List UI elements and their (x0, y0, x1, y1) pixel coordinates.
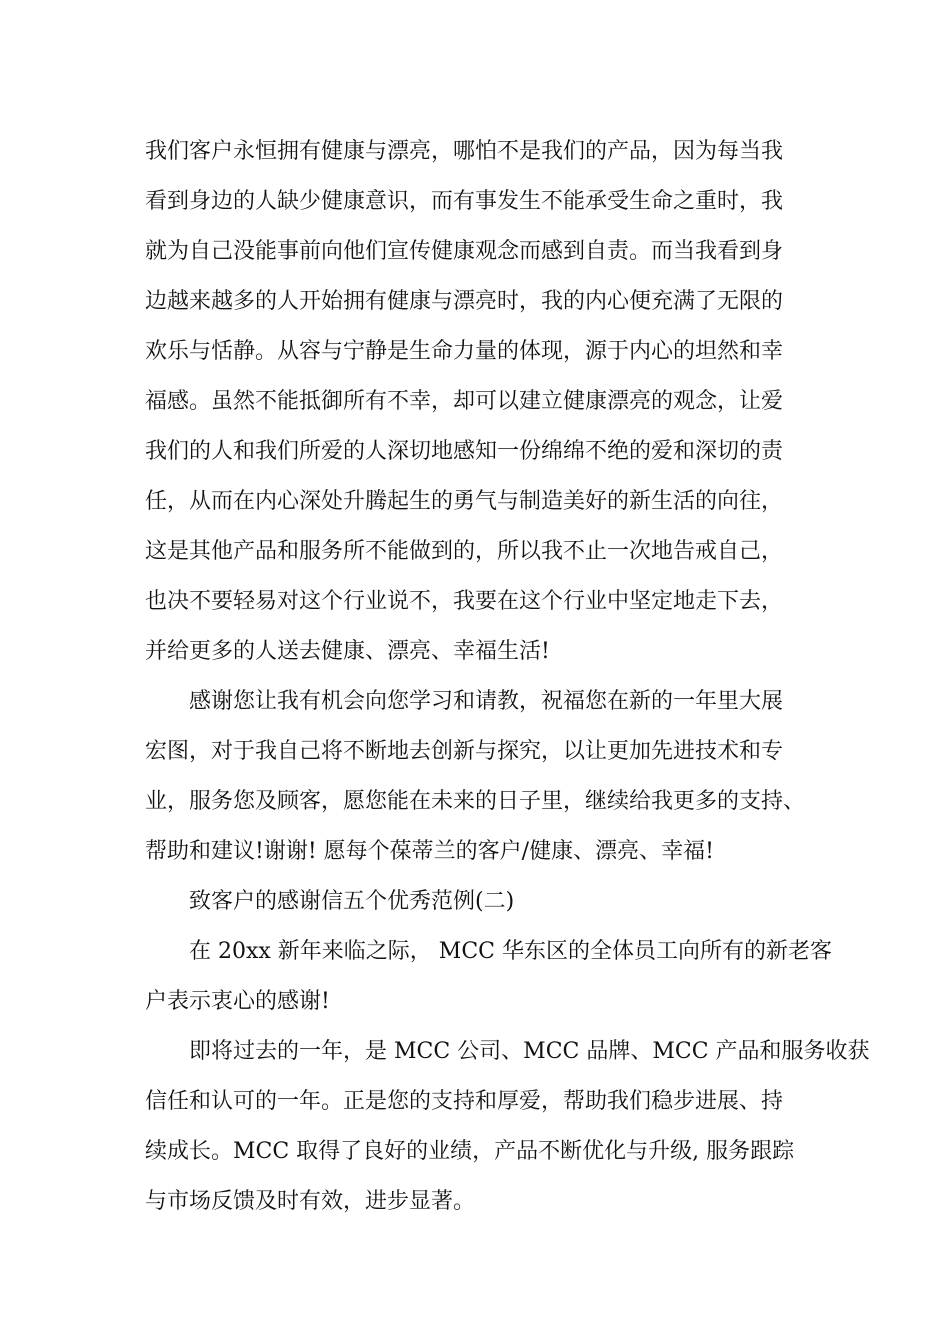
text-line: 欢乐与恬静。从容与宁静是生命力量的体现，源于内心的坦然和幸 (145, 339, 784, 364)
paragraph-1 (145, 127, 845, 677)
text-line: 宏图，对于我自己将不断地去创新与探究，以让更加先进技术和专 (145, 739, 784, 764)
text-line: 并给更多的人送去健康、漂亮、幸福生活! (145, 639, 550, 664)
text-line: 看到身边的人缺少健康意识，而有事发生不能承受生命之重时，我 (145, 189, 784, 214)
text-line: 也决不要轻易对这个行业说不，我要在这个行业中坚定地走下去， (145, 589, 784, 614)
text-line: 与市场反馈及时有效，进步显著。 (145, 1189, 476, 1214)
paragraph-3 (145, 927, 845, 1027)
document-body (145, 127, 870, 1227)
text-line: 帮助和建议!谢谢! 愿每个葆蒂兰的客户/健康、漂亮、幸福! (145, 839, 714, 864)
text-line: 信任和认可的一年。正是您的支持和厚爱，帮助我们稳步进展、持 (145, 1089, 784, 1114)
heading-line: 致客户的感谢信五个优秀范例(二) (189, 889, 515, 914)
text-line: 在 20xx 新年来临之际， MCC 华东区的全体员工向所有的新老客 (189, 939, 832, 964)
section-heading (145, 877, 845, 927)
text-line: 边越来越多的人开始拥有健康与漂亮时，我的内心便充满了无限的 (145, 289, 784, 314)
paragraph-4 (145, 1027, 870, 1227)
text-line: 我们的人和我们所爱的人深切地感知一份绵绵不绝的爱和深切的责 (145, 439, 784, 464)
text-line: 即将过去的一年，是 MCC 公司、MCC 品牌、MCC 产品和服务收获 (189, 1039, 870, 1064)
text-line: 任，从而在内心深处升腾起生的勇气与制造美好的新生活的向往， (145, 489, 784, 514)
paragraph-2 (145, 677, 845, 877)
text-line: 户表示衷心的感谢! (145, 989, 330, 1014)
text-line: 我们客户永恒拥有健康与漂亮，哪怕不是我们的产品，因为每当我 (145, 139, 784, 164)
text-line: 就为自己没能事前向他们宣传健康观念而感到自责。而当我看到身 (145, 239, 784, 264)
text-line: 续成长。MCC 取得了良好的业绩，产品不断优化与升级, 服务跟踪 (145, 1139, 795, 1164)
text-line: 这是其他产品和服务所不能做到的，所以我不止一次地告戒自己， (145, 539, 784, 564)
text-line: 感谢您让我有机会向您学习和请教，祝福您在新的一年里大展 (189, 689, 784, 714)
text-line: 业，服务您及顾客，愿您能在未来的日子里，继续给我更多的支持、 (145, 789, 806, 814)
text-line: 福感。虽然不能抵御所有不幸，却可以建立健康漂亮的观念，让爱 (145, 389, 784, 414)
